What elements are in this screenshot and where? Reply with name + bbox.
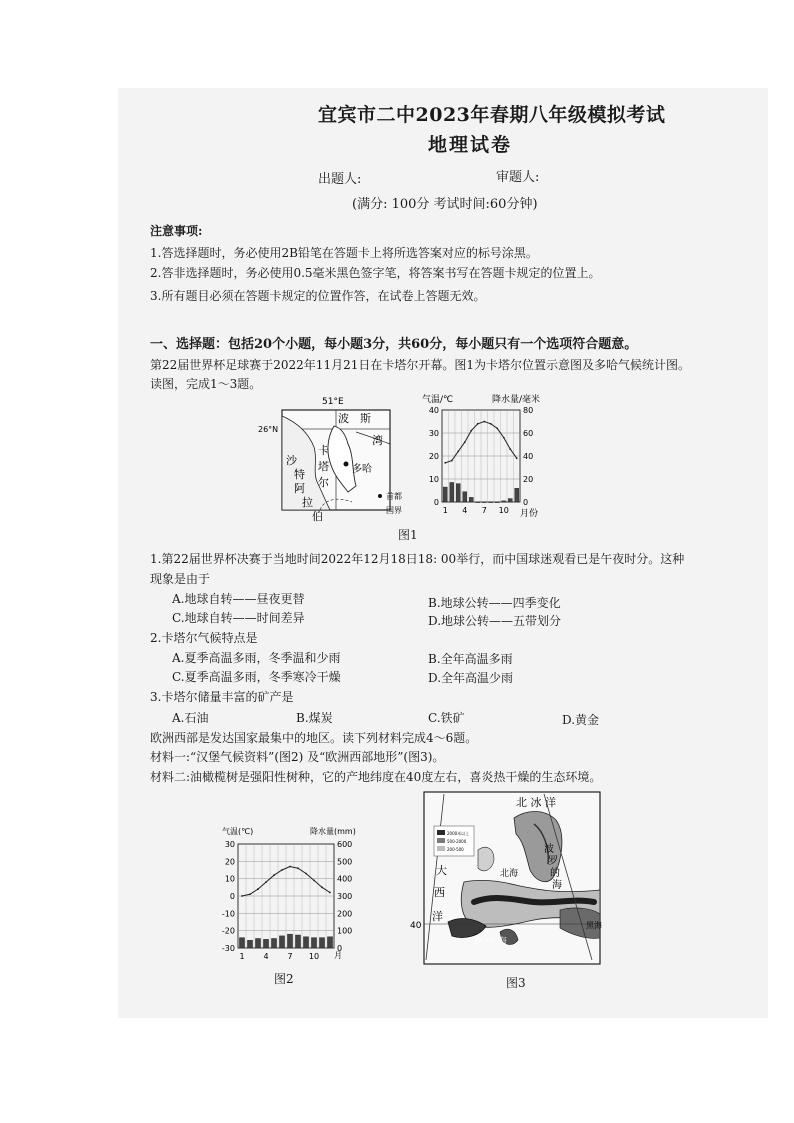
arctic-ocean-label: 北 冰 洋 — [516, 796, 556, 809]
q1-option-a: A.地球自转——昼夜更替 — [172, 592, 305, 606]
notice-item-2: 2.答非选择题时，务必使用0.5毫米黑色签字笔，将答案书写在答题卡规定的位置上。 — [150, 266, 601, 280]
svg-text:黑海: 黑海 — [586, 921, 602, 930]
fig1-ytick-right: 20 — [523, 475, 534, 484]
fig1-ytick-right: 80 — [523, 406, 534, 415]
fig1-precip-bar — [515, 488, 519, 502]
q1-stem-2: 现象是由于 — [150, 572, 211, 586]
fig2-temperature-point — [313, 880, 315, 882]
exam-title: 宜宾市二中2023年春期八年级模拟考试 — [318, 104, 666, 126]
fig2-temperature-point — [297, 867, 299, 869]
fig2-ytick-right: 500 — [337, 857, 353, 867]
q2-option-a: A.夏季高温多雨，冬季温和少雨 — [172, 651, 341, 665]
fig1-ytick-left: 10 — [428, 475, 439, 484]
fig1-temperature-point — [490, 423, 492, 425]
figure2-climate-chart — [212, 824, 372, 962]
fig2-temperature-point — [305, 873, 307, 875]
fig2-xtick: 1 — [239, 952, 245, 961]
passage2-line-3: 材料二:油橄榄树是强阳性树种，它的产地纬度在40度左右，喜炎热干燥的生态环境。 — [150, 770, 602, 784]
svg-text:北海: 北海 — [500, 869, 519, 879]
fig2-precip-bar — [303, 937, 308, 948]
q2-option-c: C.夏季高温多雨，冬季寒冷干燥 — [172, 670, 341, 684]
map-lon-label: 51°E — [322, 397, 344, 407]
svg-text:洋: 洋 — [432, 910, 443, 923]
fig2-temperature-point — [329, 892, 331, 894]
fig1-xtick: 10 — [498, 506, 509, 515]
q2-option-d: D.全年高温少雨 — [428, 671, 514, 685]
figure3-europe-map — [404, 790, 604, 968]
fig1-ytick-right: 0 — [523, 498, 529, 507]
svg-text:大: 大 — [436, 864, 447, 877]
fig1-precip-bar — [482, 502, 486, 503]
fig2-precip-bar — [311, 938, 316, 948]
fig2-temperature-point — [249, 893, 251, 895]
svg-text:伯: 伯 — [312, 510, 323, 523]
fig2-ytick-left: 30 — [224, 840, 235, 849]
fig2-ytick-right: 200 — [337, 909, 353, 919]
reviewer-label: 审题人: — [496, 170, 540, 185]
svg-text:500-2000: 500-2000 — [447, 839, 467, 844]
svg-text:阿: 阿 — [294, 482, 305, 495]
fig2-ytick-left: -10 — [221, 909, 235, 919]
svg-text:40: 40 — [410, 921, 422, 931]
fig2-precip-bar — [287, 934, 292, 948]
fig2-ytick-right: 0 — [337, 944, 343, 953]
notice-item-1: 1.答选择题时，务必使用2B铅笔在答题卡上将所选答案对应的标号涂黑。 — [150, 246, 538, 260]
fig2-xlabel: 月 — [334, 951, 342, 960]
fig1-precip-bar — [508, 499, 512, 502]
exam-info: (满分: 100分 考试时间:60分钟) — [352, 197, 538, 212]
fig2-ylabel-right: 降水量(mm) — [310, 827, 356, 836]
figure3-caption: 图3 — [506, 976, 526, 990]
fig1-ytick-left: 0 — [433, 498, 439, 507]
fig1-precip-bar — [502, 501, 506, 502]
figure1-caption: 图1 — [398, 528, 418, 542]
svg-text:200-500: 200-500 — [447, 847, 464, 852]
fig1-ylabel-left: 气温/℃ — [422, 395, 454, 405]
doha-label: 多哈 — [352, 464, 372, 475]
fig2-xtick: 10 — [308, 952, 320, 961]
q2-stem: 2.卡塔尔气候特点是 — [150, 631, 258, 645]
fig2-ytick-right: 600 — [337, 840, 353, 849]
fig1-temperature-point — [509, 448, 511, 450]
fig2-precip-bar — [263, 939, 268, 948]
fig2-precip-bar — [319, 938, 324, 948]
q3-option-b: B.煤炭 — [296, 711, 333, 725]
svg-text:国界: 国界 — [386, 506, 402, 515]
fig2-temperature-point — [281, 869, 283, 871]
fig1-temperature-point — [483, 421, 485, 423]
fig2-ytick-left: 0 — [229, 892, 235, 901]
fig1-temperature-point — [444, 462, 446, 464]
svg-text:卡: 卡 — [318, 444, 329, 457]
section1-heading: 一、选择题：包括20个小题，每小题3分，共60分，每小题只有一个选项符合题意。 — [150, 337, 638, 352]
fig2-temperature-point — [265, 881, 267, 883]
fig1-temperature-point — [516, 457, 518, 459]
fig1-xtick: 7 — [481, 506, 487, 515]
fig2-precip-bar — [279, 936, 284, 948]
fig1-precip-bar — [443, 487, 447, 502]
fig2-ytick-right: 400 — [337, 874, 353, 884]
svg-text:海: 海 — [552, 880, 562, 891]
svg-text:地 中 海: 地 中 海 — [474, 937, 507, 947]
passage2-line-2: 材料一:“汉堡气候资料”(图2) 及“欧洲西部地形”(图3)。 — [150, 750, 445, 764]
svg-text:波: 波 — [338, 412, 349, 425]
fig1-temperature-point — [496, 428, 498, 430]
fig2-precip-bar — [247, 940, 252, 948]
exam-subtitle: 地理试卷 — [428, 134, 513, 156]
svg-text:拉: 拉 — [302, 496, 313, 509]
fig2-temperature-point — [241, 895, 243, 897]
fig1-precip-bar — [469, 497, 473, 502]
q3-stem: 3.卡塔尔储量丰富的矿产是 — [150, 690, 294, 704]
fig2-ytick-left: 10 — [224, 874, 235, 884]
fig2-temperature-point — [321, 886, 323, 888]
fig2-ylabel-left: 气温(℃) — [222, 827, 254, 836]
svg-text:特: 特 — [294, 468, 305, 481]
q2-option-b: B.全年高温多雨 — [428, 652, 513, 666]
figure2-caption: 图2 — [274, 972, 294, 986]
notice-item-3: 3.所有题目必须在答题卡规定的位置作答，在试卷上答题无效。 — [150, 289, 486, 303]
map-lat-label: 26°N — [258, 425, 279, 434]
fig2-ytick-right: 300 — [337, 892, 353, 901]
svg-text:波: 波 — [544, 844, 554, 855]
q1-option-d: D.地球公转——五带划分 — [428, 614, 562, 628]
fig2-ytick-right: 100 — [337, 926, 353, 936]
fig1-temperature-point — [451, 460, 453, 462]
q1-option-c: C.地球自转——时间差异 — [172, 611, 305, 625]
fig1-temperature-point — [503, 437, 505, 439]
fig2-temperature-point — [257, 888, 259, 890]
fig2-temperature-point — [289, 866, 291, 868]
q3-option-d: D.黄金 — [562, 713, 600, 727]
fig2-precip-bar — [295, 935, 300, 948]
author-label: 出题人: — [318, 172, 362, 187]
doha-marker — [344, 462, 349, 467]
fig2-xtick: 7 — [287, 952, 293, 961]
section1-intro-2: 读图，完成1～3题。 — [150, 377, 262, 391]
fig1-xlabel: 月份 — [520, 509, 539, 519]
fig1-precip-bar — [456, 484, 460, 502]
fig1-temperature-point — [457, 451, 459, 453]
fig1-ytick-left: 40 — [428, 406, 439, 415]
svg-text:的: 的 — [550, 868, 560, 879]
svg-text:2000米以上: 2000米以上 — [447, 831, 470, 836]
fig2-precip-bar — [327, 937, 332, 948]
passage2-line-1: 欧洲西部是发达国家最集中的地区。读下列材料完成4～6题。 — [150, 731, 478, 745]
fig2-precip-bar — [239, 938, 244, 948]
svg-text:尔: 尔 — [318, 476, 329, 489]
fig1-ytick-left: 20 — [428, 452, 439, 461]
q1-option-b: B.地球公转——四季变化 — [428, 596, 561, 610]
svg-text:沙: 沙 — [286, 454, 297, 467]
svg-text:西: 西 — [434, 886, 445, 899]
fig1-precip-bar — [450, 482, 454, 502]
svg-text:首都: 首都 — [386, 492, 402, 501]
svg-text:塔: 塔 — [318, 460, 329, 473]
fig2-xtick: 4 — [263, 952, 269, 961]
fig2-ytick-left: 20 — [224, 857, 235, 867]
fig1-precip-bar — [476, 502, 480, 503]
fig1-temperature-point — [464, 441, 466, 443]
fig1-ylabel-right: 降水量/毫米 — [492, 395, 541, 405]
figure1-map — [256, 392, 406, 527]
fig2-precip-bar — [255, 938, 260, 948]
q1-stem-1: 1.第22届世界杯决赛于当地时间2022年12月18日18: 00举行，而中国球迷观看已是午夜时分。这种 — [150, 552, 685, 566]
fig1-precip-bar — [495, 502, 499, 503]
svg-text:湾: 湾 — [372, 434, 383, 447]
q3-option-a: A.石油 — [172, 711, 209, 725]
fig2-ytick-left: -20 — [221, 926, 235, 936]
fig1-ytick-right: 40 — [523, 452, 534, 461]
fig1-xtick: 4 — [462, 506, 468, 515]
fig1-ytick-left: 30 — [428, 429, 439, 438]
fig1-precip-bar — [489, 502, 493, 503]
fig1-xtick: 1 — [442, 506, 448, 515]
fig1-temperature-point — [477, 423, 479, 425]
section1-intro-1: 第22届世界杯足球赛于2022年11月21日在卡塔尔开幕。图1为卡塔尔位置示意图及多哈气候统计图。 — [150, 358, 690, 372]
q3-option-c: C.铁矿 — [428, 711, 465, 725]
fig2-ytick-left: -30 — [221, 944, 235, 953]
svg-text:罗: 罗 — [548, 856, 558, 867]
svg-text:斯: 斯 — [360, 412, 371, 425]
fig2-precip-bar — [271, 938, 276, 948]
figure1-climate-chart — [420, 392, 545, 524]
fig1-temperature-point — [470, 430, 472, 432]
fig2-temperature-point — [273, 874, 275, 876]
fig1-precip-bar — [463, 492, 467, 502]
fig1-ytick-right: 60 — [523, 429, 534, 438]
notice-heading: 注意事项: — [150, 224, 203, 238]
